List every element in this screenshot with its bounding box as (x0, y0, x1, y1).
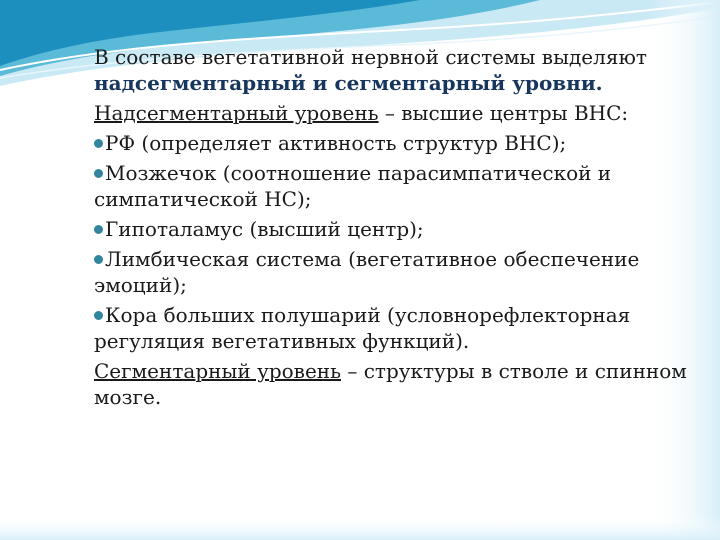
supra-segmental-rest: – высшие центры ВНС: (378, 101, 629, 125)
bullet-item (94, 160, 694, 212)
bullet-text: Гипоталамус (высший центр); (105, 217, 424, 241)
supra-segmental-paragraph (94, 100, 694, 126)
intro-line: В составе вегетативной нервной системы выделяют (94, 45, 647, 69)
segmental-rest: – структуры в стволе и спинном мозге. (94, 359, 687, 409)
bullet-text: РФ (определяет активность структур ВНС); (105, 131, 567, 155)
bullet-text: Лимбическая система (вегетативное обеспечение эмоций); (94, 247, 640, 297)
bullet-text: Мозжечок (соотношение парасимпатической и симпатической НС); (94, 161, 612, 211)
bullet-dot-icon (94, 311, 103, 320)
intro-bold-text: надсегментарный и сегментарный уровни. (94, 71, 603, 95)
bullet-item (94, 302, 694, 354)
bullet-dot-icon (94, 255, 103, 264)
slide-text-body (94, 44, 694, 414)
bullet-dot-icon (94, 139, 103, 148)
bullet-text: Кора больших полушарий (условнорефлекторная регуляция вегетативных функций). (94, 303, 631, 353)
intro-paragraph (94, 44, 694, 96)
bullet-item (94, 130, 694, 156)
bullet-dot-icon (94, 225, 103, 234)
bullet-dot-icon (94, 169, 103, 178)
segmental-term: Сегментарный уровень (94, 359, 341, 383)
bullet-item (94, 216, 694, 242)
bottom-edge-decoration (0, 516, 720, 540)
bullet-item (94, 246, 694, 298)
segmental-paragraph (94, 358, 694, 410)
supra-segmental-term: Надсегментарный уровень (94, 101, 379, 125)
